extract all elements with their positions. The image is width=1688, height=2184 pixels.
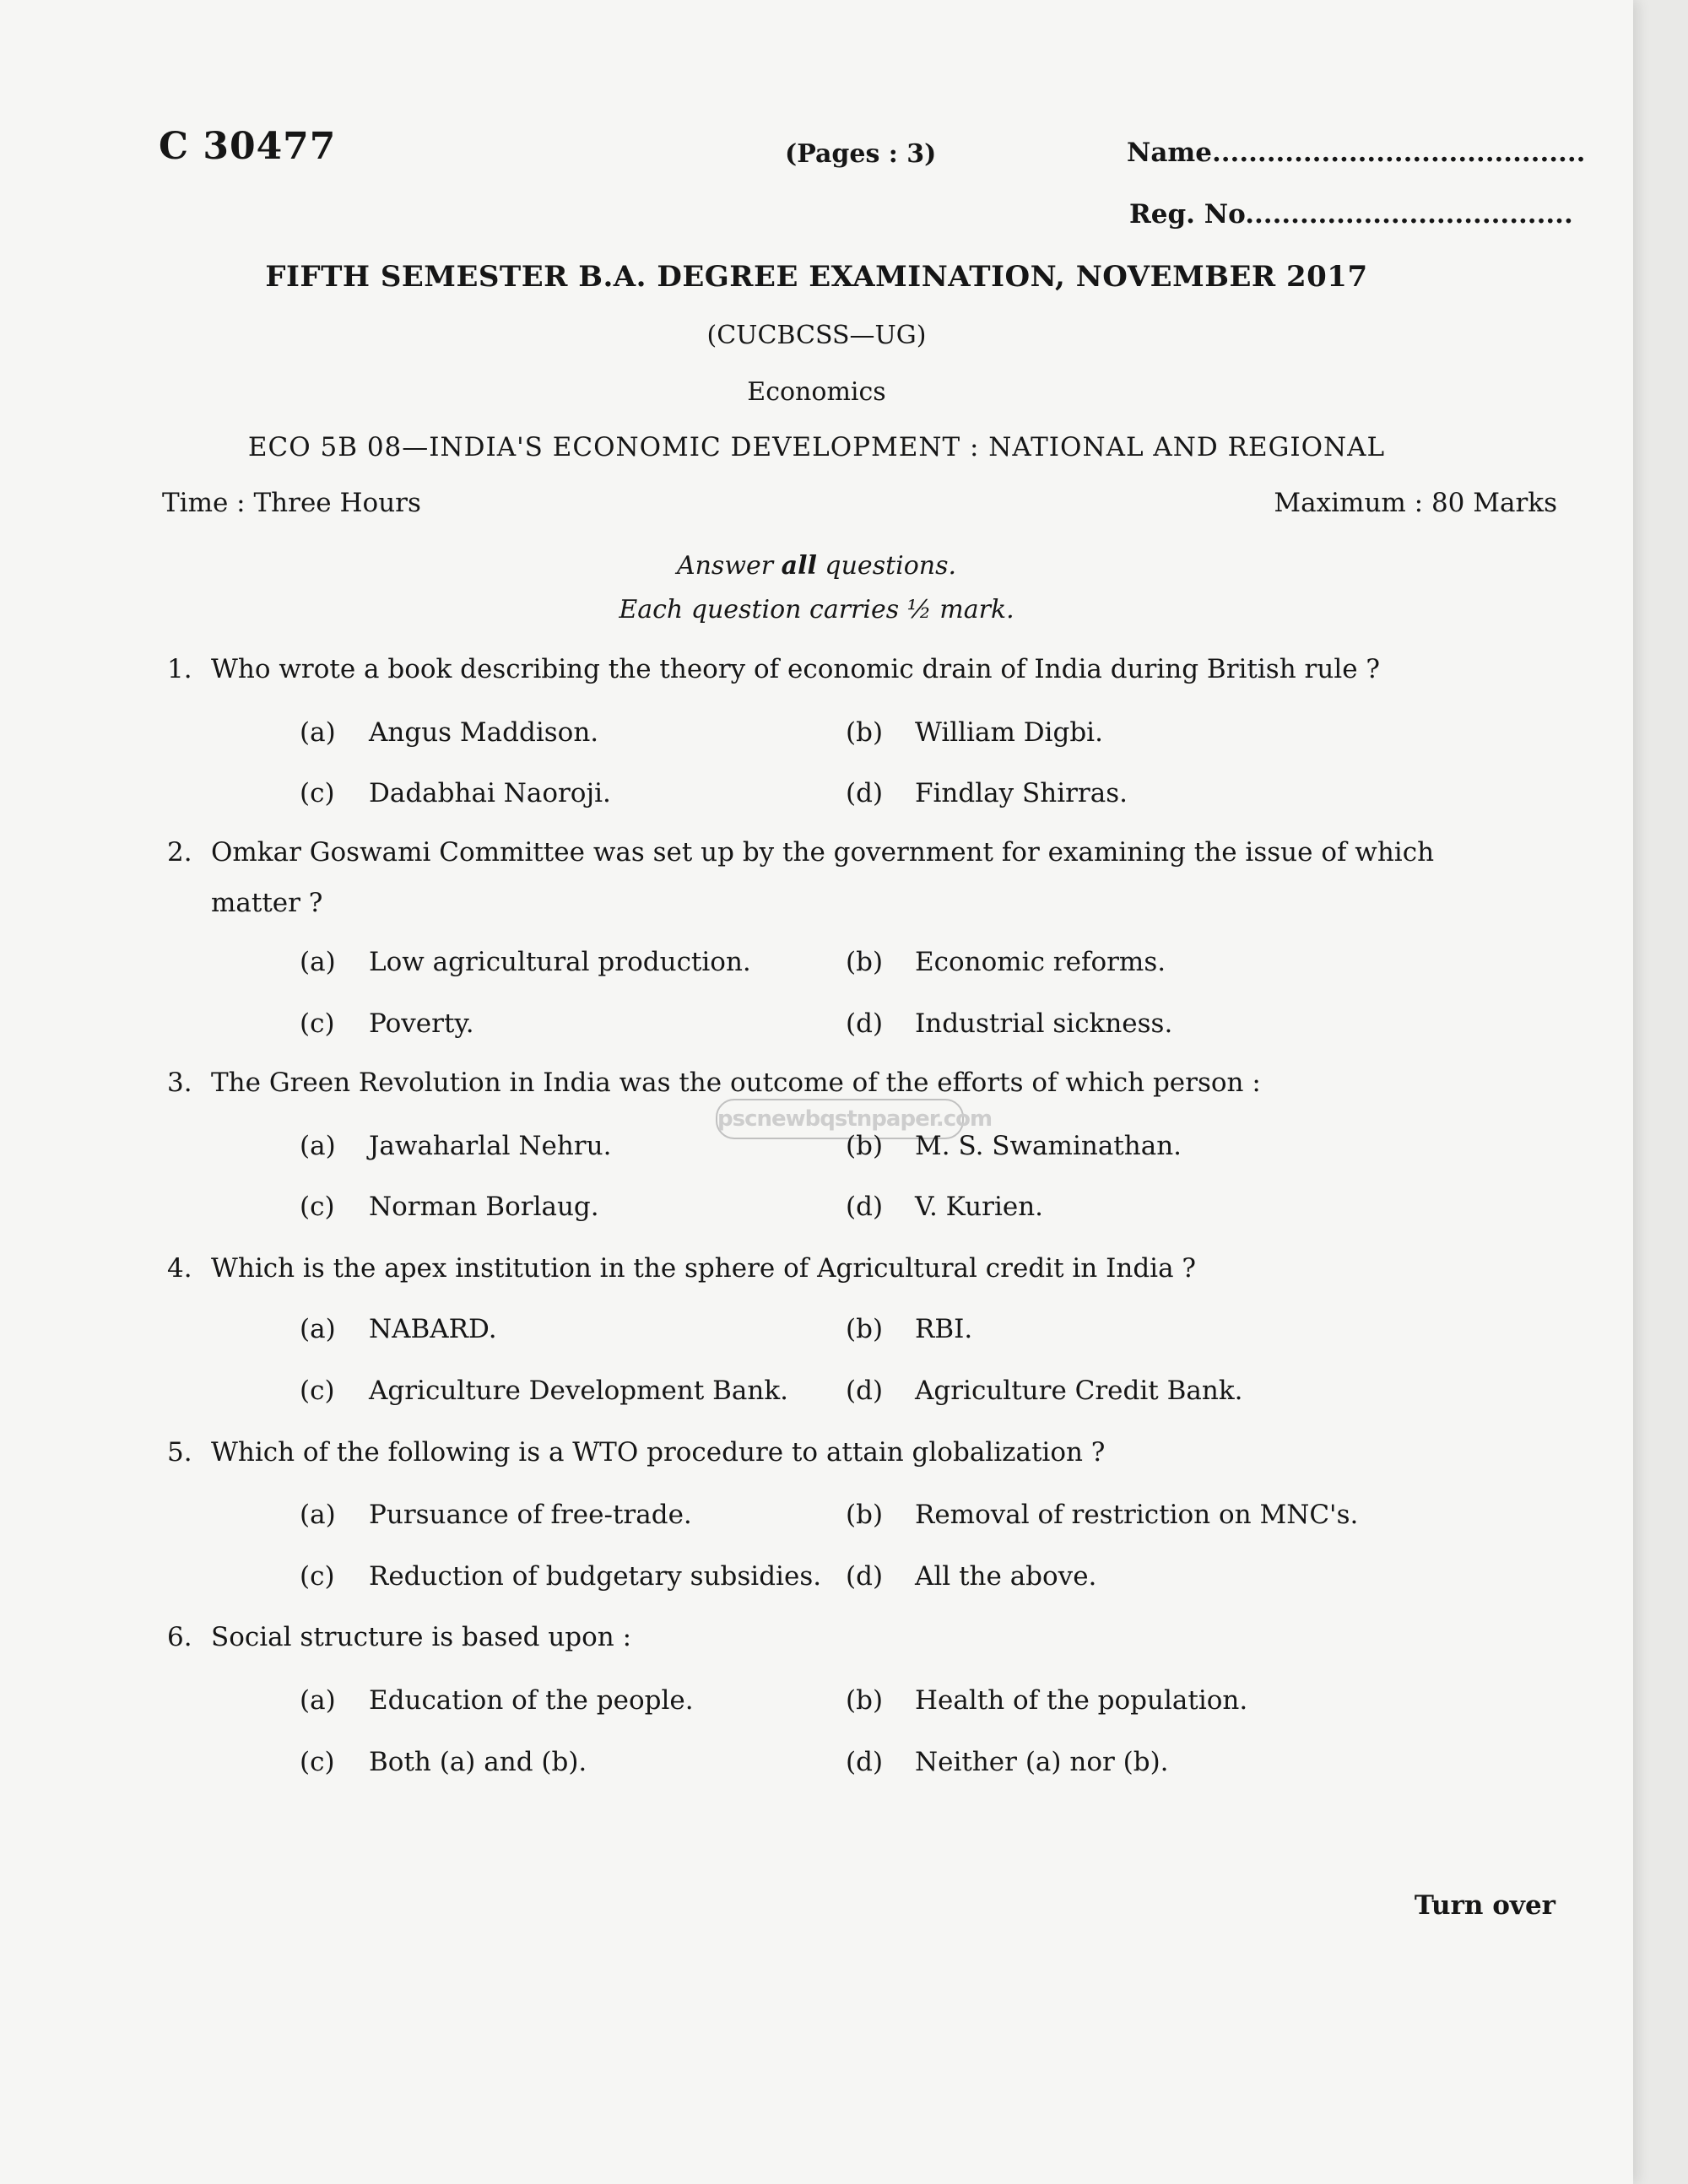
question-6 xyxy=(167,1622,632,1652)
option-text: Reduction of budgetary subsidies. xyxy=(369,1561,822,1592)
option-label: (d) xyxy=(846,1192,884,1222)
option-text: All the above. xyxy=(915,1561,1097,1592)
option xyxy=(846,1376,1242,1406)
question-number: 6. xyxy=(167,1622,192,1652)
option-text: Removal of restriction on MNC's. xyxy=(915,1500,1359,1530)
option xyxy=(300,778,611,808)
instruction-emphasis: all xyxy=(781,551,817,581)
option-text: Agriculture Development Bank. xyxy=(369,1376,789,1406)
option-label: (b) xyxy=(846,1131,884,1161)
question-text: Social structure is based upon : xyxy=(211,1622,632,1652)
option-label: (a) xyxy=(300,1131,336,1161)
option-text: Jawaharlal Nehru. xyxy=(369,1131,612,1161)
option xyxy=(300,717,598,748)
option-label: (c) xyxy=(300,1561,335,1592)
option-text: Industrial sickness. xyxy=(915,1008,1173,1039)
option xyxy=(300,1561,821,1592)
option-text: RBI. xyxy=(915,1314,973,1344)
option-text: Both (a) and (b). xyxy=(369,1747,587,1777)
option-label: (d) xyxy=(846,1561,884,1592)
option-text: Low agricultural production. xyxy=(369,947,751,977)
option-label: (b) xyxy=(846,1500,884,1530)
reg-no-field: Reg. No.................................... xyxy=(1129,199,1573,230)
option-text: Poverty. xyxy=(369,1008,474,1039)
option-label: (a) xyxy=(300,717,336,748)
question-4 xyxy=(167,1253,1197,1284)
option-label: (d) xyxy=(846,1376,884,1406)
question-2 xyxy=(167,837,1435,868)
turn-over-note: Turn over xyxy=(1414,1890,1555,1921)
option xyxy=(300,1008,474,1039)
page-count: (Pages : 3) xyxy=(785,139,937,169)
question-3 xyxy=(167,1068,1261,1098)
option xyxy=(846,1131,1182,1161)
option-text: Education of the people. xyxy=(369,1685,694,1716)
option-label: (c) xyxy=(300,1008,335,1039)
option-label: (b) xyxy=(846,1685,884,1716)
option xyxy=(846,1192,1043,1222)
question-2-continued xyxy=(211,888,322,918)
subject: Economics xyxy=(747,377,886,407)
option xyxy=(846,778,1128,808)
option-text: M. S. Swaminathan. xyxy=(915,1131,1182,1161)
question-number: 4. xyxy=(167,1253,192,1284)
option-label: (a) xyxy=(300,947,336,977)
option-text: Agriculture Credit Bank. xyxy=(915,1376,1243,1406)
option xyxy=(846,1747,1169,1777)
exam-title: FIFTH SEMESTER B.A. DEGREE EXAMINATION, NOVEMBER 2017 xyxy=(265,260,1368,294)
question-text: The Green Revolution in India was the outcome of the efforts of which person : xyxy=(211,1068,1261,1098)
option xyxy=(846,1561,1096,1592)
option-text: Health of the population. xyxy=(915,1685,1248,1716)
option-label: (d) xyxy=(846,1747,884,1777)
maximum-marks: Maximum : 80 Marks xyxy=(1274,488,1557,518)
option-text: Pursuance of free-trade. xyxy=(369,1500,692,1530)
option-label: (b) xyxy=(846,1314,884,1344)
option-label: (a) xyxy=(300,1685,336,1716)
name-field: Name......................................... xyxy=(1127,138,1586,168)
instruction-text: Answer xyxy=(676,551,782,581)
watermark-stamp: pscnewbqstnpaper.com xyxy=(716,1099,964,1139)
option xyxy=(300,1747,587,1777)
question-number: 1. xyxy=(167,654,192,684)
option xyxy=(300,1314,497,1344)
question-5 xyxy=(167,1437,1106,1468)
option-text: Neither (a) nor (b). xyxy=(915,1747,1169,1777)
instruction-text: questions. xyxy=(816,551,957,581)
scheme: (CUCBCSS—UG) xyxy=(706,321,927,350)
instruction-marks: Each question carries ½ mark. xyxy=(619,595,1014,624)
option xyxy=(846,1314,972,1344)
option xyxy=(846,1500,1358,1530)
question-number: 5. xyxy=(167,1437,192,1468)
option-label: (a) xyxy=(300,1500,336,1530)
option-label: (d) xyxy=(846,1008,884,1039)
option-label: (b) xyxy=(846,947,884,977)
option-text: Findlay Shirras. xyxy=(915,778,1128,808)
option-label: (b) xyxy=(846,717,884,748)
question-1 xyxy=(167,654,1381,684)
question-text: Who wrote a book describing the theory of economic drain of India during British rule ? xyxy=(211,654,1381,684)
option xyxy=(300,1192,599,1222)
question-text: matter ? xyxy=(211,888,323,918)
option-text: William Digbi. xyxy=(915,717,1103,748)
option-text: V. Kurien. xyxy=(915,1192,1044,1222)
option-label: (c) xyxy=(300,1192,335,1222)
paper-code: C 30477 xyxy=(159,125,337,168)
option-label: (c) xyxy=(300,778,335,808)
option-text: NABARD. xyxy=(369,1314,497,1344)
option xyxy=(300,947,751,977)
paper-title: ECO 5B 08—INDIA'S ECONOMIC DEVELOPMENT : NATIONAL AND REGIONAL xyxy=(247,432,1386,462)
option-text: Economic reforms. xyxy=(915,947,1166,977)
option xyxy=(300,1685,694,1716)
option-label: (c) xyxy=(300,1747,335,1777)
option xyxy=(846,1008,1172,1039)
option-label: (c) xyxy=(300,1376,335,1406)
time-duration: Time : Three Hours xyxy=(162,488,421,518)
question-text: Omkar Goswami Committee was set up by the government for examining the issue of which xyxy=(211,837,1435,868)
option-text: Dadabhai Naoroji. xyxy=(369,778,611,808)
option xyxy=(846,717,1103,748)
instruction-answer-all xyxy=(0,551,1633,581)
option xyxy=(846,947,1166,977)
question-number: 3. xyxy=(167,1068,192,1098)
question-number: 2. xyxy=(167,837,192,868)
option-label: (d) xyxy=(846,778,884,808)
option xyxy=(846,1685,1247,1716)
option xyxy=(300,1376,788,1406)
question-text: Which of the following is a WTO procedure to attain globalization ? xyxy=(211,1437,1106,1468)
option-label: (a) xyxy=(300,1314,336,1344)
option xyxy=(300,1131,611,1161)
option xyxy=(300,1500,692,1530)
option-text: Angus Maddison. xyxy=(369,717,599,748)
option-text: Norman Borlaug. xyxy=(369,1192,599,1222)
question-text: Which is the apex institution in the sphere of Agricultural credit in India ? xyxy=(211,1253,1197,1284)
